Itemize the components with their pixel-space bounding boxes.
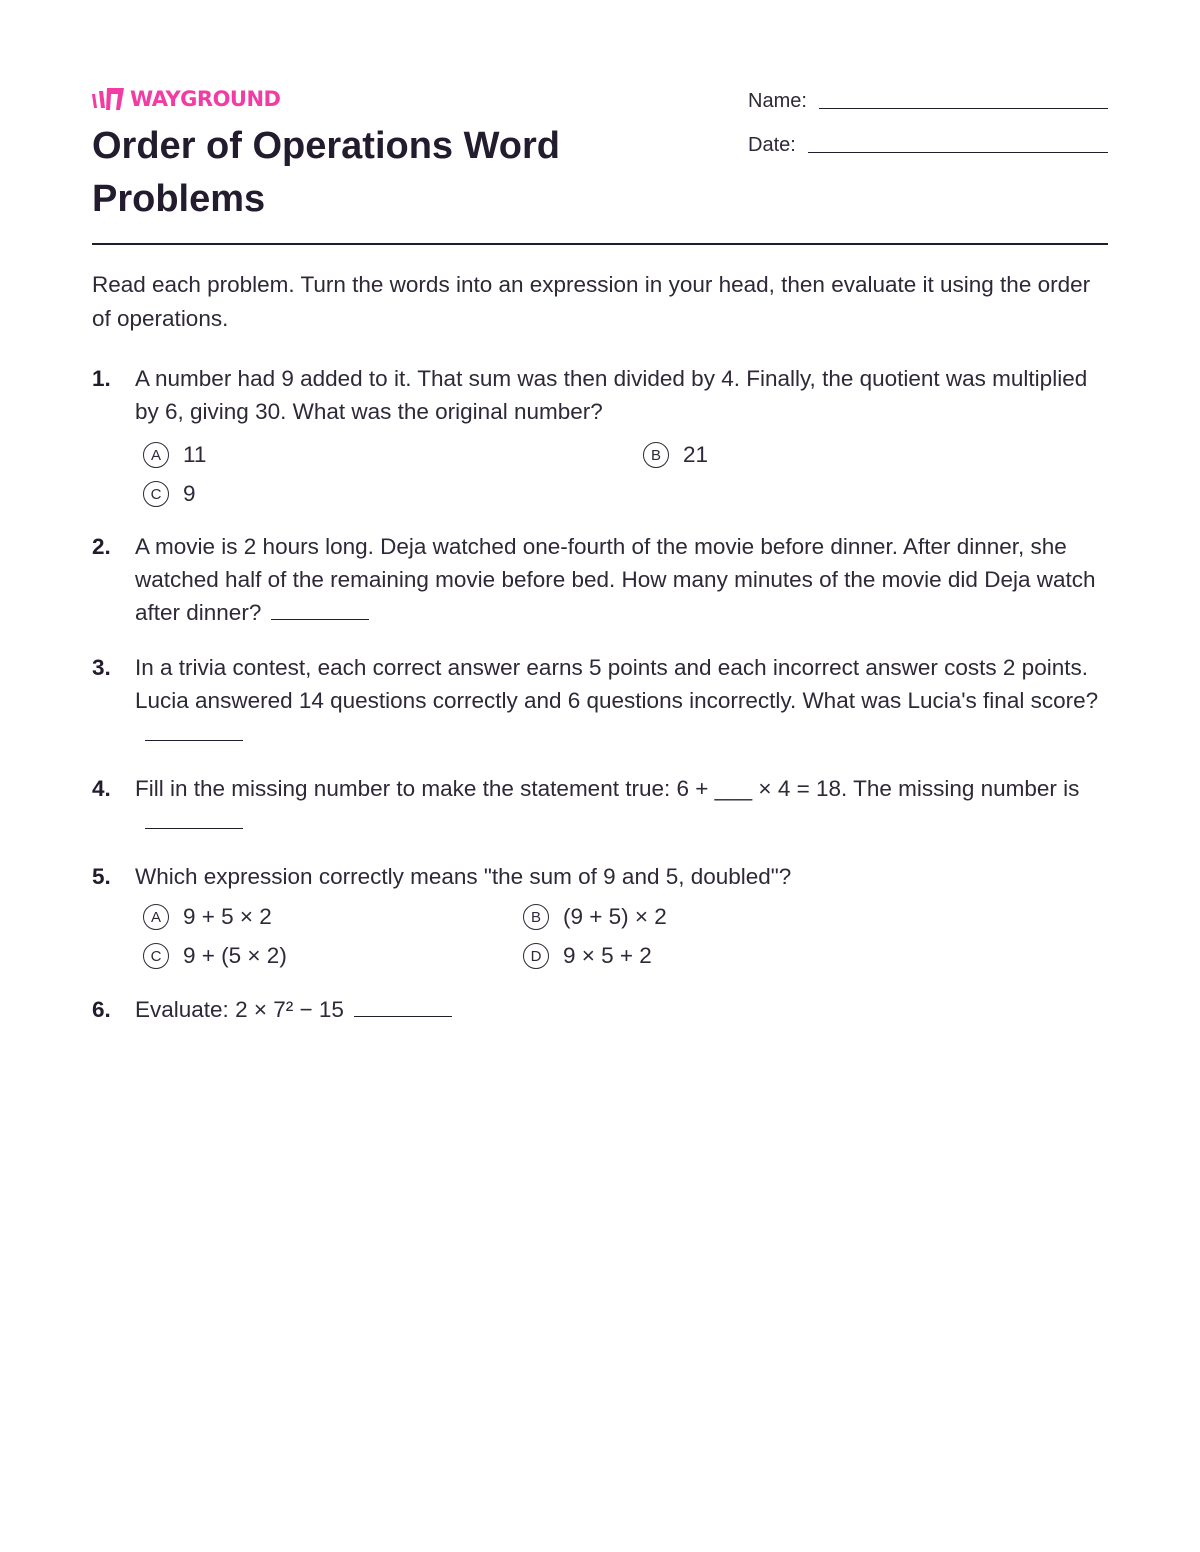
option-b[interactable] xyxy=(523,902,667,932)
name-field xyxy=(748,90,1108,113)
brand-logo xyxy=(92,86,281,112)
instructions: Read each problem. Turn the words into an expression in your head, then evaluate it using the order of operations. xyxy=(92,272,1091,331)
option-text: 11 xyxy=(183,442,207,467)
question-text-content: Evaluate: 2 × 7² − 15 xyxy=(135,997,344,1022)
option-bubble[interactable]: C xyxy=(143,943,169,969)
date-label: Date: xyxy=(748,134,796,156)
option-bubble[interactable]: B xyxy=(523,904,549,930)
option-b[interactable] xyxy=(643,440,708,470)
question-text xyxy=(135,993,1108,1026)
question-text xyxy=(135,772,1108,838)
brand-name: WAYGROUND xyxy=(130,87,281,111)
question-number: 4. xyxy=(92,776,111,801)
question-text xyxy=(135,651,1108,750)
option-bubble[interactable]: C xyxy=(143,481,169,507)
option-a[interactable] xyxy=(143,440,206,470)
option-bubble[interactable]: A xyxy=(143,442,169,468)
option-text: (9 + 5) × 2 xyxy=(563,904,667,929)
date-field xyxy=(748,134,1108,157)
option-bubble[interactable]: B xyxy=(643,442,669,468)
answer-blank[interactable] xyxy=(354,994,452,1017)
option-bubble[interactable]: D xyxy=(523,943,549,969)
option-text: 9 + 5 × 2 xyxy=(183,904,272,929)
option-c[interactable] xyxy=(143,941,287,971)
option-bubble[interactable]: A xyxy=(143,904,169,930)
question-text-content: A movie is 2 hours long. Deja watched one-fourth of the movie before dinner. After dinner, she watched half of the remaining movie before bed. How many minutes of the movie did Deja watch after dinner? xyxy=(135,534,1096,625)
name-input-line[interactable] xyxy=(819,108,1108,109)
question-text-content: In a trivia contest, each correct answer earns 5 points and each incorrect answer costs 2 points. Lucia answered 14 questions correctly and 6 questions incorrectly. What was Lucia's final score? xyxy=(135,655,1099,713)
question-number: 5. xyxy=(92,864,111,889)
option-d[interactable] xyxy=(523,941,652,971)
page-title: Order of Operations Word Problems xyxy=(92,125,561,220)
name-label: Name: xyxy=(748,90,807,112)
question-number: 2. xyxy=(92,534,111,559)
answer-blank[interactable] xyxy=(145,718,243,741)
question-text: Which expression correctly means "the sum of 9 and 5, doubled"? xyxy=(135,864,792,889)
option-text: 9 + (5 × 2) xyxy=(183,943,287,968)
question-text: A number had 9 added to it. That sum was then divided by 4. Finally, the quotient was multiplied by 6, giving 30. What was the original number? xyxy=(135,366,1088,424)
option-a[interactable] xyxy=(143,902,272,932)
question-number: 1. xyxy=(92,366,111,391)
wayground-logo-icon xyxy=(92,88,124,110)
answer-blank[interactable] xyxy=(145,806,243,829)
question-number: 3. xyxy=(92,655,111,680)
question-text-content: Fill in the missing number to make the statement true: 6 + ___ × 4 = 18. The missing number is xyxy=(135,776,1080,801)
question-number: 6. xyxy=(92,997,111,1022)
option-text: 9 × 5 + 2 xyxy=(563,943,652,968)
question-text xyxy=(135,530,1108,629)
answer-blank[interactable] xyxy=(271,597,369,620)
option-text: 9 xyxy=(183,481,196,506)
option-text: 21 xyxy=(683,442,709,467)
date-input-line[interactable] xyxy=(808,152,1108,153)
option-c[interactable] xyxy=(143,479,196,509)
header-divider xyxy=(92,243,1108,245)
worksheet-page xyxy=(92,0,1108,1552)
